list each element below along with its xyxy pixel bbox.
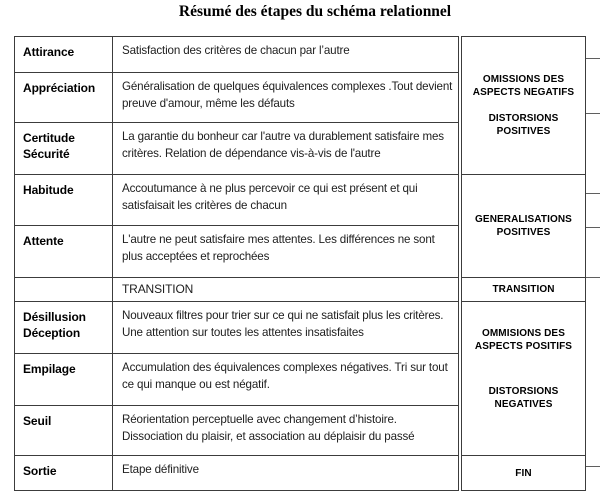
page-title: Résumé des étapes du schéma relationnel [178,3,452,20]
category-label: OMMISIONS DES ASPECTS POSITIFS [474,327,573,352]
cropped-table-line [586,466,600,467]
stage-cell: Désillusion Déception [15,302,113,354]
cropped-table-line [586,113,600,114]
stage-cell: Seuil [15,406,113,456]
stages-table [14,36,459,491]
stage-cell: Empilage [15,354,113,406]
category-cell [462,175,586,278]
stage-cell: Attente [15,226,113,278]
stage-cell: Attirance [15,37,113,73]
transition-cell: TRANSITION [113,278,459,302]
description-cell: Accoutumance à ne plus percevoir ce qui est présent et qui satisfaisait les critères de chacun [113,175,459,226]
stage-cell: Sortie [15,456,113,491]
category-cell-fin [462,456,586,491]
description-cell: L'autre ne peut satisfaire mes attentes. Les différences ne sont plus acceptées et reprochées [113,226,459,278]
description-cell: Accumulation des équivalences complexes négatives. Tri sur tout ce qui manque ou est négatif. [113,354,459,406]
category-cell-transition [462,278,586,302]
category-label: DISTORSIONS POSITIVES [488,113,559,137]
category-cell [462,37,586,175]
categories-column [461,36,586,491]
cropped-table-line [586,58,600,59]
description-cell: Réorientation perceptuelle avec changement d’histoire. Dissociation du plaisir, et association au déplaisir du passé [113,406,459,456]
category-label: DISTORSIONS NEGATIVES [488,385,559,410]
cropped-table-line [586,227,600,228]
description-cell: Généralisation de quelques équivalences complexes .Tout devient preuve d'amour, même les défauts [113,73,459,123]
cropped-table-line [586,277,600,278]
category-label: GENERALISATIONS POSITIVES [475,214,572,238]
category-label: OMISSIONS DES ASPECTS NEGATIFS [472,74,575,98]
stage-cell: Habitude [15,175,113,226]
stage-cell-empty [15,278,113,302]
description-cell: La garantie du bonheur car l'autre va durablement satisfaire mes critères. Relation de dépendance vis-à-vis de l'autre [113,123,459,175]
stage-cell: Certitude Sécurité [15,123,113,175]
category-label: FIN [515,467,532,479]
tables-container [14,36,586,491]
description-cell: Etape définitive [113,456,459,491]
description-cell: Satisfaction des critères de chacun par l’autre [113,37,459,73]
description-cell: Nouveaux filtres pour trier sur ce qui ne satisfait plus les critères. Une attention sur toutes les attentes insatisfaites [113,302,459,354]
cropped-table-line [586,193,600,194]
category-cell [462,302,586,456]
category-label: TRANSITION [492,284,555,295]
stage-cell: Appréciation [15,73,113,123]
